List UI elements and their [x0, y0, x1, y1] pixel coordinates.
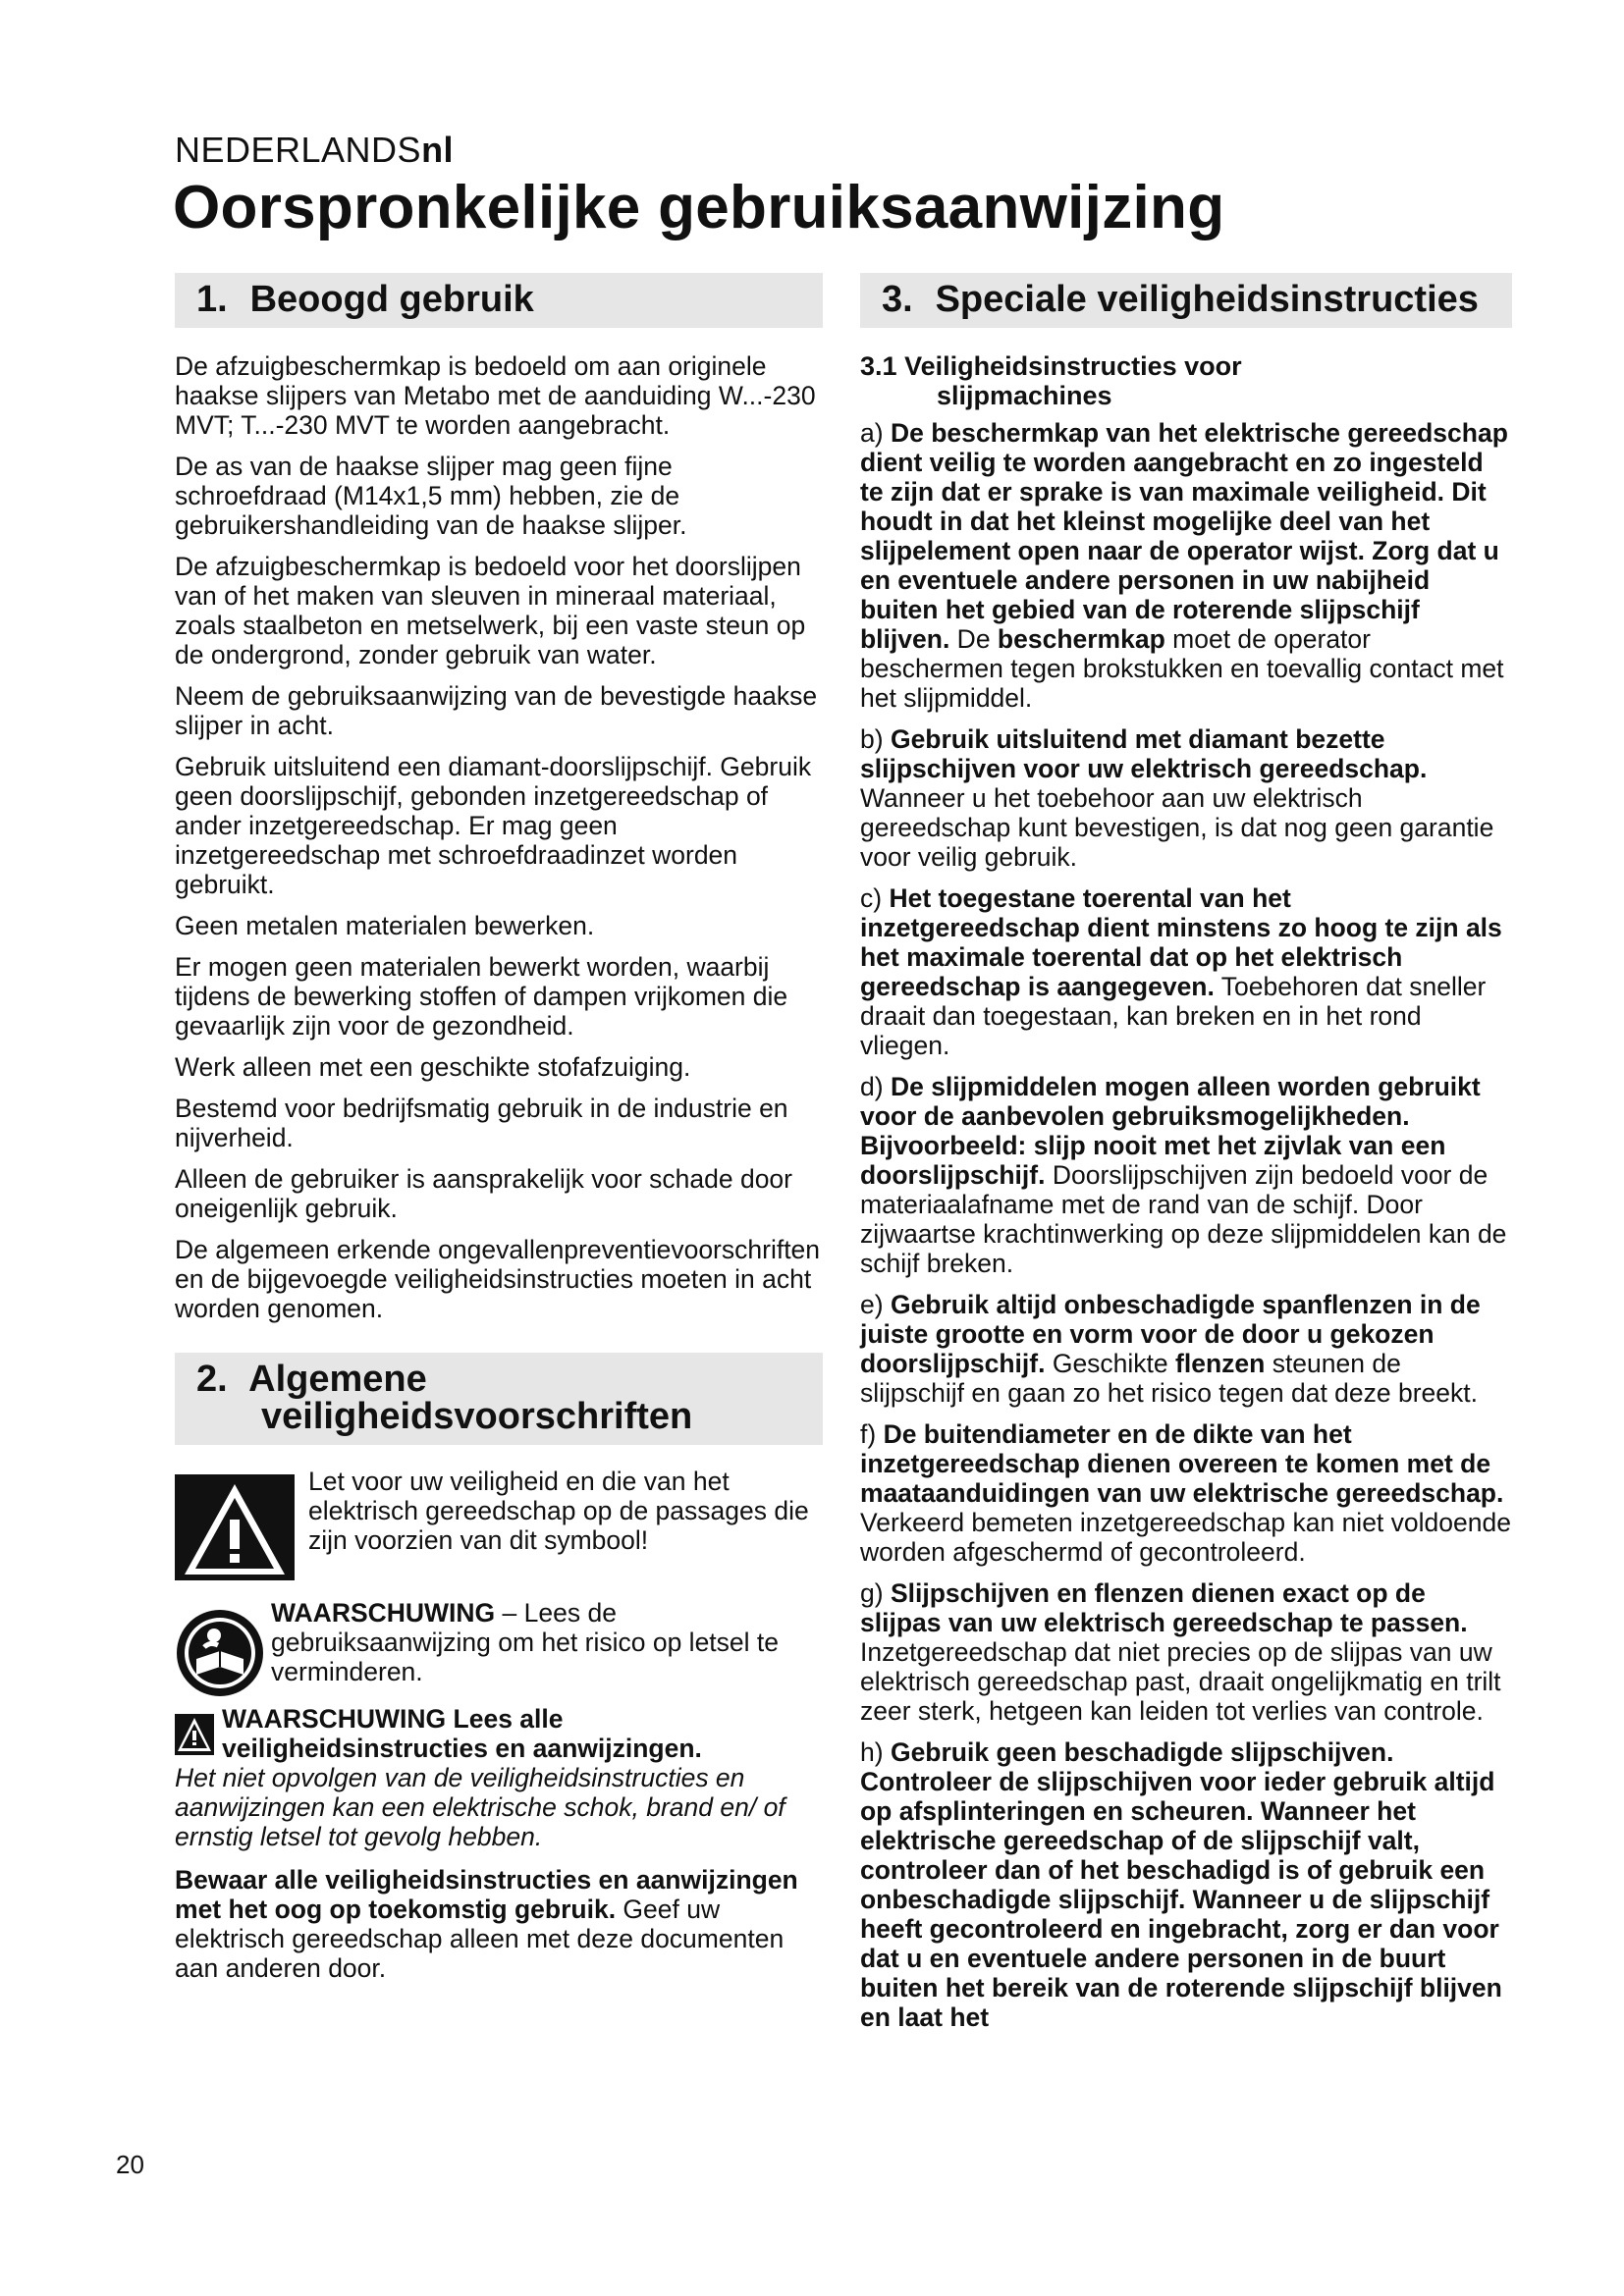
document-title: Oorspronkelijke gebruiksaanwijzing [173, 174, 1225, 241]
instruction-item-a: a) De beschermkap van het elektrische gereedschap dient veilig te worden aangebracht en zo ingesteld te zijn dat er sprake is van maximale veiligheid. Dit houdt in dat het kleinst mogelijke deel van het slijpelement open naar de operator wijst. Zorg dat u en eventuele andere personen in uw nabijheid buiten het gebied van de roterende slijpschijf blijven. De beschermkap moet de operator beschermen tegen brokstukken en toevallig contact met het slijpmiddel. [860, 418, 1508, 713]
paragraph: Geen metalen materialen bewerken. [175, 911, 595, 940]
warning-all-italic: Het niet opvolgen van de veiligheidsinstructies en aanwijzingen kan een elektrische schok, brand en/ of ernstig letsel tot gevolg hebben. [175, 1763, 785, 1851]
language-code: nl [421, 130, 455, 170]
read-manual-text: WAARSCHUWING – Lees de gebruiksaanwijzing om het risico op letsel te verminderen. [271, 1598, 780, 1686]
instruction-item-c: c) Het toegestane toerental van het inzetgereedschap dient minstens zo hoog te zijn als het maximale toerental dat op het elektrisch gereedschap is aangegeven. Toebehoren dat sneller draait dan toegestaan, kan breken en in het rond vliegen. [860, 883, 1502, 1060]
instruction-item-b: b) Gebruik uitsluitend met diamant bezette slijpschijven voor uw elektrisch gereedschap. Wanneer u het toebehoor aan uw elektrisch gereedschap kunt bevestigen, is dat nog geen garantie voor veilig gebruik. [860, 724, 1494, 872]
page-number: 20 [116, 2150, 144, 2179]
instruction-item-h: h) Gebruik geen beschadigde slijpschijven. Controleer de slijpschijven voor ieder gebruik altijd op afsplinteringen en scheuren. Wanneer het elektrische gereedschap of de slijpschijf valt, controleer dan of het beschadigd is of gebruik een onbeschadigde slijpschijf. Wanneer u de slijpschijf heeft gecontroleerd en ingebracht, zorg er dan voor dat u en eventuele andere personen in de buurt buiten het bereik van de roterende slijpschijf blijven en laat het [860, 1737, 1502, 2032]
language-label [175, 130, 454, 171]
read-manual-warning [175, 1598, 823, 1698]
paragraph: De afzuigbeschermkap is bedoeld voor het doorslijpen van of het maken van sleuven in mineraal materiaal, zoals staalbeton en metselwerk, bij een vaste steun op de ondergrond, zonder gebruik van water. [175, 552, 806, 669]
paragraph: De as van de haakse slijper mag geen fijne schroefdraad (M14x1,5 mm) hebben, zie de gebruikershandleiding van de haakse slijper. [175, 452, 687, 540]
warning-all-instructions [175, 1704, 823, 1763]
paragraph: Er mogen geen materialen bewerkt worden, waarbij tijdens de bewerking stoffen of dampen vrijkomen die gevaarlijk zijn voor de gezondheid. [175, 952, 788, 1041]
instruction-item-d: d) De slijpmiddelen mogen alleen worden gebruikt voor de aanbevolen gebruiksmogelijkheden. Bijvoorbeeld: slijp nooit met het zijvlak van een doorslijpschijf. Doorslijpschijven zijn bedoeld voor de materiaalafname met de rand van de schijf. Door zijwaartse krachtinwerking op deze slijpmiddelen kan de schijf breken. [860, 1072, 1507, 1278]
paragraph: De afzuigbeschermkap is bedoeld om aan originele haakse slijpers van Metabo met de aanduiding W...-230 MVT; T...-230 MVT te worden aangebracht. [175, 351, 816, 440]
paragraph: Alleen de gebruiker is aansprakelijk voor schade door oneigenlijk gebruik. [175, 1164, 792, 1223]
warning-symbol-note [175, 1467, 823, 1580]
section-2-heading: 2. Algemene veiligheidsvoorschriften [175, 1353, 823, 1445]
warning-all-bold: WAARSCHUWING Lees alle veiligheidsinstructies en aanwijzingen. [222, 1704, 702, 1763]
right-column [860, 273, 1512, 2044]
warning-triangle-small-icon [175, 1714, 214, 1755]
left-column [175, 273, 823, 1995]
keep-instructions: Bewaar alle veiligheidsinstructies en aanwijzingen met het oog op toekomstig gebruik. Geef uw elektrisch gereedschap alleen met deze documenten aan anderen door. [175, 1865, 798, 1983]
read-manual-icon [175, 1608, 265, 1698]
instruction-item-e: e) Gebruik altijd onbeschadigde spanflenzen in de juiste grootte en vorm voor de door u gekozen doorslijpschijf. Geschikte flenzen steunen de slijpschijf en gaan zo het risico tegen dat deze breekt. [860, 1290, 1481, 1408]
instruction-item-f: f) De buitendiameter en de dikte van het inzetgereedschap dienen overeen te komen met de maataanduidingen van uw elektrische gereedschap. Verkeerd bemeten inzetgereedschap kan niet voldoende worden afgeschermd of gecontroleerd. [860, 1419, 1511, 1567]
paragraph: De algemeen erkende ongevallenpreventievoorschriften en de bijgevoegde veiligheidsinstructies moeten in acht worden genomen. [175, 1235, 821, 1323]
paragraph: Neem de gebruiksaanwijzing van de bevestigde haakse slijper in acht. [175, 681, 818, 740]
symbol-note-text: Let voor uw veiligheid en die van het elektrisch gereedschap op de passages die zijn voorzien van dit symbool! [308, 1467, 809, 1555]
subsection-3-1-heading: 3.1 Veiligheidsinstructies voor slijpmachines [860, 351, 1242, 410]
section-1-body [175, 351, 823, 1323]
paragraph: Gebruik uitsluitend een diamant-doorslijpschijf. Gebruik geen doorslijpschijf, gebonden inzetgereedschap of ander inzetgereedschap. Er mag geen inzetgereedschap met schroefdraadinzet worden gebruikt. [175, 752, 812, 899]
warning-triangle-icon [175, 1474, 295, 1580]
paragraph: Bestemd voor bedrijfsmatig gebruik in de industrie en nijverheid. [175, 1094, 788, 1152]
language-name: NEDERLANDS [175, 130, 422, 170]
paragraph: Werk alleen met een geschikte stofafzuiging. [175, 1052, 691, 1082]
instruction-item-g: g) Slijpschijven en flenzen dienen exact op de slijpas van uw elektrisch gereedschap te passen. Inzetgereedschap dat niet precies op de slijpas van uw elektrisch gereedschap past, draait ongelijkmatig en trilt zeer sterk, hetgeen kan leiden tot verlies van controle. [860, 1578, 1501, 1726]
section-3-heading: 3. Speciale veiligheidsinstructies [860, 273, 1512, 328]
section-1-heading: 1. Beoogd gebruik [175, 273, 823, 328]
